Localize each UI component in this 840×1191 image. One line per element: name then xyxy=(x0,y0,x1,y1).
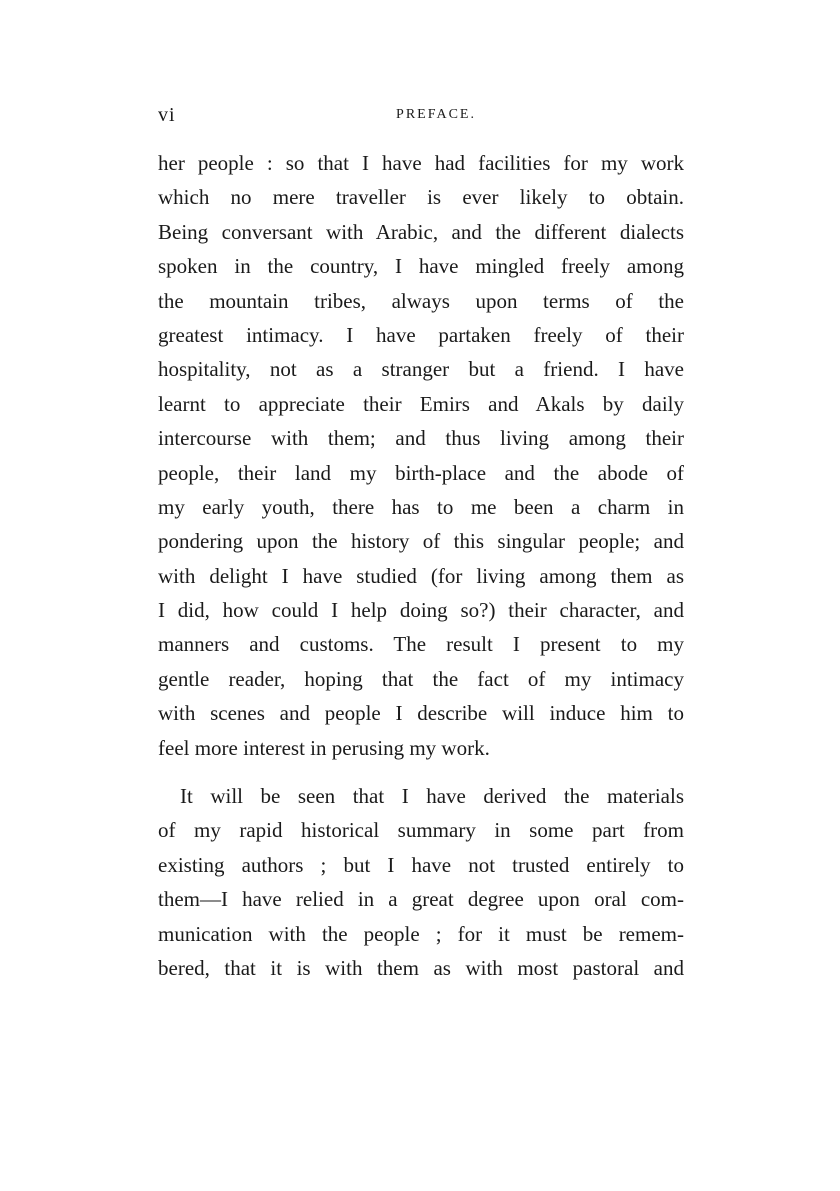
text-line: the mountain tribes, always upon terms of the xyxy=(158,288,684,313)
text-line: people, their land my birth-place and the abode of xyxy=(158,460,684,485)
text-line: spoken in the country, I have mingled freely among xyxy=(158,254,684,279)
text-line: pondering upon the history of this singular people; and xyxy=(158,529,684,554)
paragraph-1 xyxy=(158,146,684,765)
text-line: which no mere traveller is ever likely to obtain. xyxy=(158,185,684,210)
body-text xyxy=(158,146,684,985)
text-line: with scenes and people I describe will induce him to xyxy=(158,701,684,726)
text-line: greatest intimacy. I have partaken freely of their xyxy=(158,322,684,347)
running-head xyxy=(158,104,684,128)
text-line: bered, that it is with them as with most pastoral and xyxy=(158,955,684,980)
text-line: existing authors ; but I have not trusted entirely to xyxy=(158,852,684,877)
text-line: with delight I have studied (for living among them as xyxy=(158,563,684,588)
page-number: vi xyxy=(158,104,176,126)
text-line: learnt to appreciate their Emirs and Akals by daily xyxy=(158,391,684,416)
text-line: intercourse with them; and thus living among their xyxy=(158,426,684,451)
text-line: my early youth, there has to me been a charm in xyxy=(158,494,684,519)
text-line: Being conversant with Arabic, and the different dialects xyxy=(158,219,684,244)
text-line: gentle reader, hoping that the fact of my intimacy xyxy=(158,666,684,691)
text-line: munication with the people ; for it must be remem- xyxy=(158,921,684,946)
text-line: manners and customs. The result I present to my xyxy=(158,632,684,657)
text-line: them—I have relied in a great degree upon oral com- xyxy=(158,887,684,912)
text-line: hospitality, not as a stranger but a friend. I have xyxy=(158,357,684,382)
text-line: I did, how could I help doing so?) their character, and xyxy=(158,598,684,623)
text-line: feel more interest in perusing my work. xyxy=(158,735,490,760)
text-line: of my rapid historical summary in some part from xyxy=(158,818,684,843)
running-head-title: PREFACE. xyxy=(396,107,476,122)
text-line: It will be seen that I have derived the materials xyxy=(180,784,684,809)
text-line: her people : so that I have had facilities for my work xyxy=(158,151,684,175)
paragraph-gap xyxy=(158,765,684,779)
paragraph-2 xyxy=(158,779,684,985)
